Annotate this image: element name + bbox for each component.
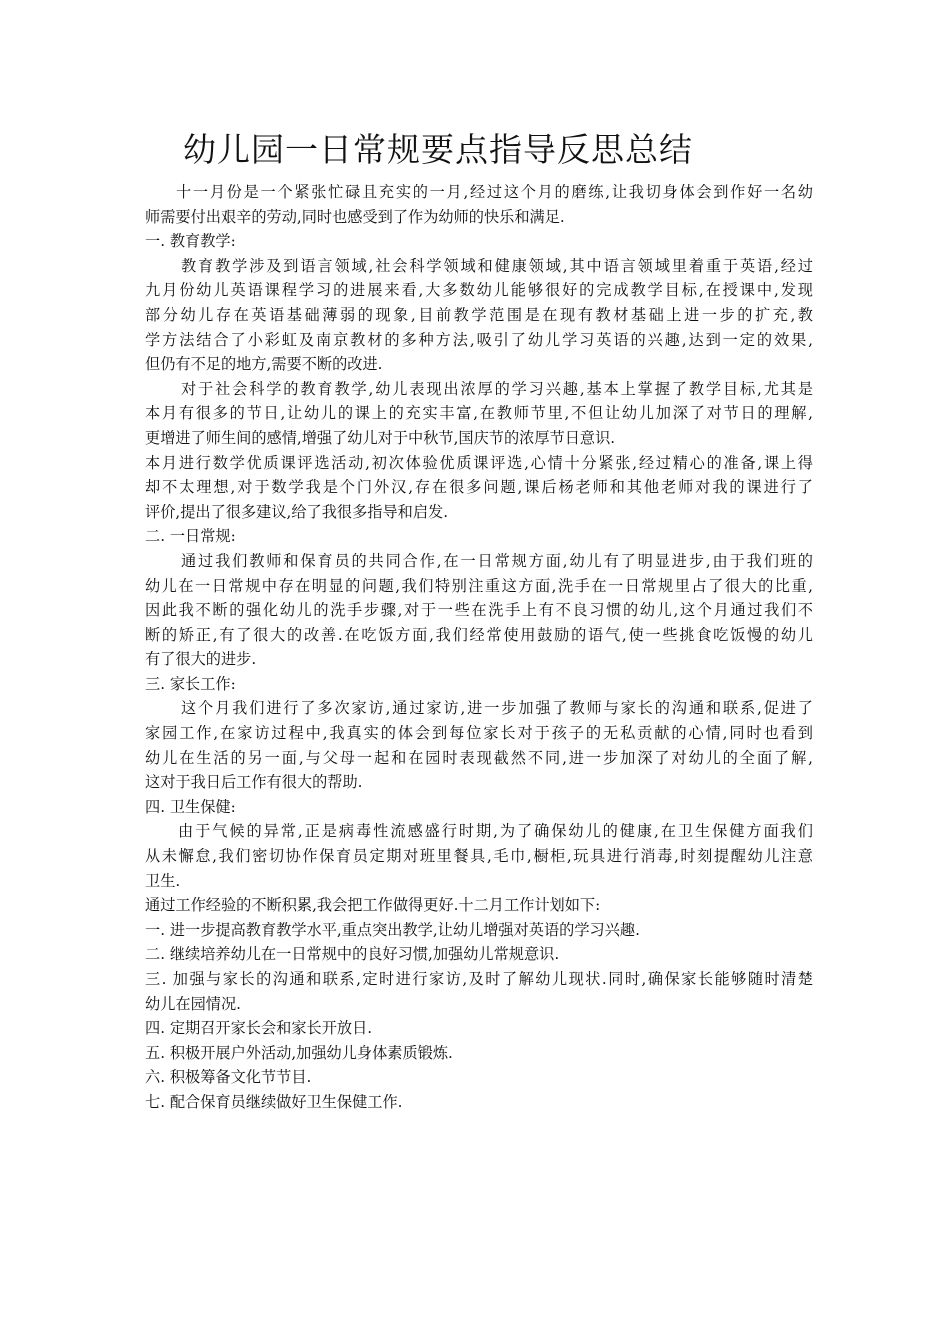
section-heading: 二. 一日常规: <box>145 527 236 546</box>
text-line: 教育教学涉及到语言领域,社会科学领域和健康领域,其中语言领域里着重于英语,经过 <box>181 256 813 275</box>
text-line: 但仍有不足的地方,需要不断的改进. <box>145 355 383 374</box>
text-line: 幼儿在生活的另一面,与父母一起和在园时表现截然不同,进一步加深了对幼儿的全面了解, <box>145 748 813 767</box>
text-line: 卫生. <box>145 871 181 890</box>
section-heading: 四. 卫生保健: <box>145 797 236 816</box>
text-line: 十一月份是一个紧张忙碌且充实的一月,经过这个月的磨练,让我切身体会到作好一名幼 <box>176 183 813 201</box>
text-line: 这个月我们进行了多次家访,通过家访,进一步加强了教师与家长的沟通和联系,促进了 <box>181 699 813 718</box>
plan-item: 二. 继续培养幼儿在一日常规中的良好习惯,加强幼儿常规意识. <box>145 945 560 964</box>
plan-item: 五. 积极开展户外活动,加强幼儿身体素质锻炼. <box>145 1043 453 1062</box>
text-line: 师需要付出艰辛的劳动,同时也感受到了作为幼师的快乐和满足. <box>145 207 565 226</box>
text-line: 通过我们教师和保育员的共同合作,在一日常规方面,幼儿有了明显进步,由于我们班的 <box>181 551 813 570</box>
text-line: 由于气候的异常,正是病毒性流感盛行时期,为了确保幼儿的健康,在卫生保健方面我们 <box>178 822 813 841</box>
text-line: 评价,提出了很多建议,给了我很多指导和启发. <box>145 502 449 521</box>
section-heading: 三. 家长工作: <box>145 674 236 693</box>
text-line: 幼儿在园情况. <box>145 994 241 1013</box>
text-line: 对于社会科学的教育教学,幼儿表现出浓厚的学习兴趣,基本上掌握了教学目标,尤其是 <box>181 379 813 398</box>
text-line: 断的矫正,有了很大的改善.在吃饭方面,我们经常使用鼓励的语气,使一些挑食吃饭慢的幼儿 <box>145 625 813 644</box>
text-line: 从未懈怠,我们密切协作保育员定期对班里餐具,毛巾,橱柜,玩具进行消毒,时刻提醒幼儿注意 <box>145 847 813 866</box>
text-line: 却不太理想,对于数学我是个门外汉,存在很多问题,课后杨老师和其他老师对我的课进行了 <box>145 478 813 497</box>
text-line: 有了很大的进步. <box>145 650 257 669</box>
plan-item: 一. 进一步提高教育教学水平,重点突出教学,让幼儿增强对英语的学习兴趣. <box>145 920 640 939</box>
text-line: 这对于我日后工作有很大的帮助. <box>145 773 363 792</box>
text-line: 因此我不断的强化幼儿的洗手步骤,对于一些在洗手上有不良习惯的幼儿,这个月通过我们不 <box>145 601 813 620</box>
plan-item: 三. 加强与家长的沟通和联系,定时进行家访,及时了解幼儿现状.同时,确保家长能够随时清楚 <box>145 970 813 988</box>
text-line: 本月进行数学优质课评选活动,初次体验优质课评选,心情十分紧张,经过精心的准备,课上得 <box>145 453 813 472</box>
text-line: 更增进了师生间的感情,增强了幼儿对于中秋节,国庆节的浓厚节日意识. <box>145 428 616 447</box>
text-line: 本月有很多的节日,让幼儿的课上的充实丰富,在教师节里,不但让幼儿加深了对节日的理解, <box>145 404 813 423</box>
plan-item: 四. 定期召开家长会和家长开放日. <box>145 1019 373 1038</box>
plan-item: 七. 配合保育员继续做好卫生保健工作. <box>145 1092 403 1111</box>
text-line: 学方法结合了小彩虹及南京教材的多种方法,吸引了幼儿学习英语的兴趣,达到一定的效果, <box>145 330 813 349</box>
document-title: 幼儿园一日常规要点指导反思总结 <box>183 130 693 169</box>
text-line: 九月份幼儿英语课程学习的进展来看,大多数幼儿能够很好的完成教学目标,在授课中,发现 <box>145 281 813 300</box>
plan-item: 六. 积极筹备文化节节目. <box>145 1068 312 1087</box>
document-page <box>145 120 813 1115</box>
text-line: 部分幼儿存在英语基础薄弱的现象,目前教学范围是在现有教材基础上进一步的扩充,教 <box>145 305 813 324</box>
text-line: 家园工作,在家访过程中,我真实的体会到每位家长对于孩子的无私贡献的心情,同时也看到 <box>145 724 813 743</box>
text-line: 幼儿在一日常规中存在明显的问题,我们特别注重这方面,洗手在一日常规里占了很大的比重, <box>145 576 813 595</box>
text-line: 通过工作经验的不断积累,我会把工作做得更好.十二月工作计划如下: <box>145 896 601 915</box>
section-heading: 一. 教育教学: <box>145 232 236 251</box>
